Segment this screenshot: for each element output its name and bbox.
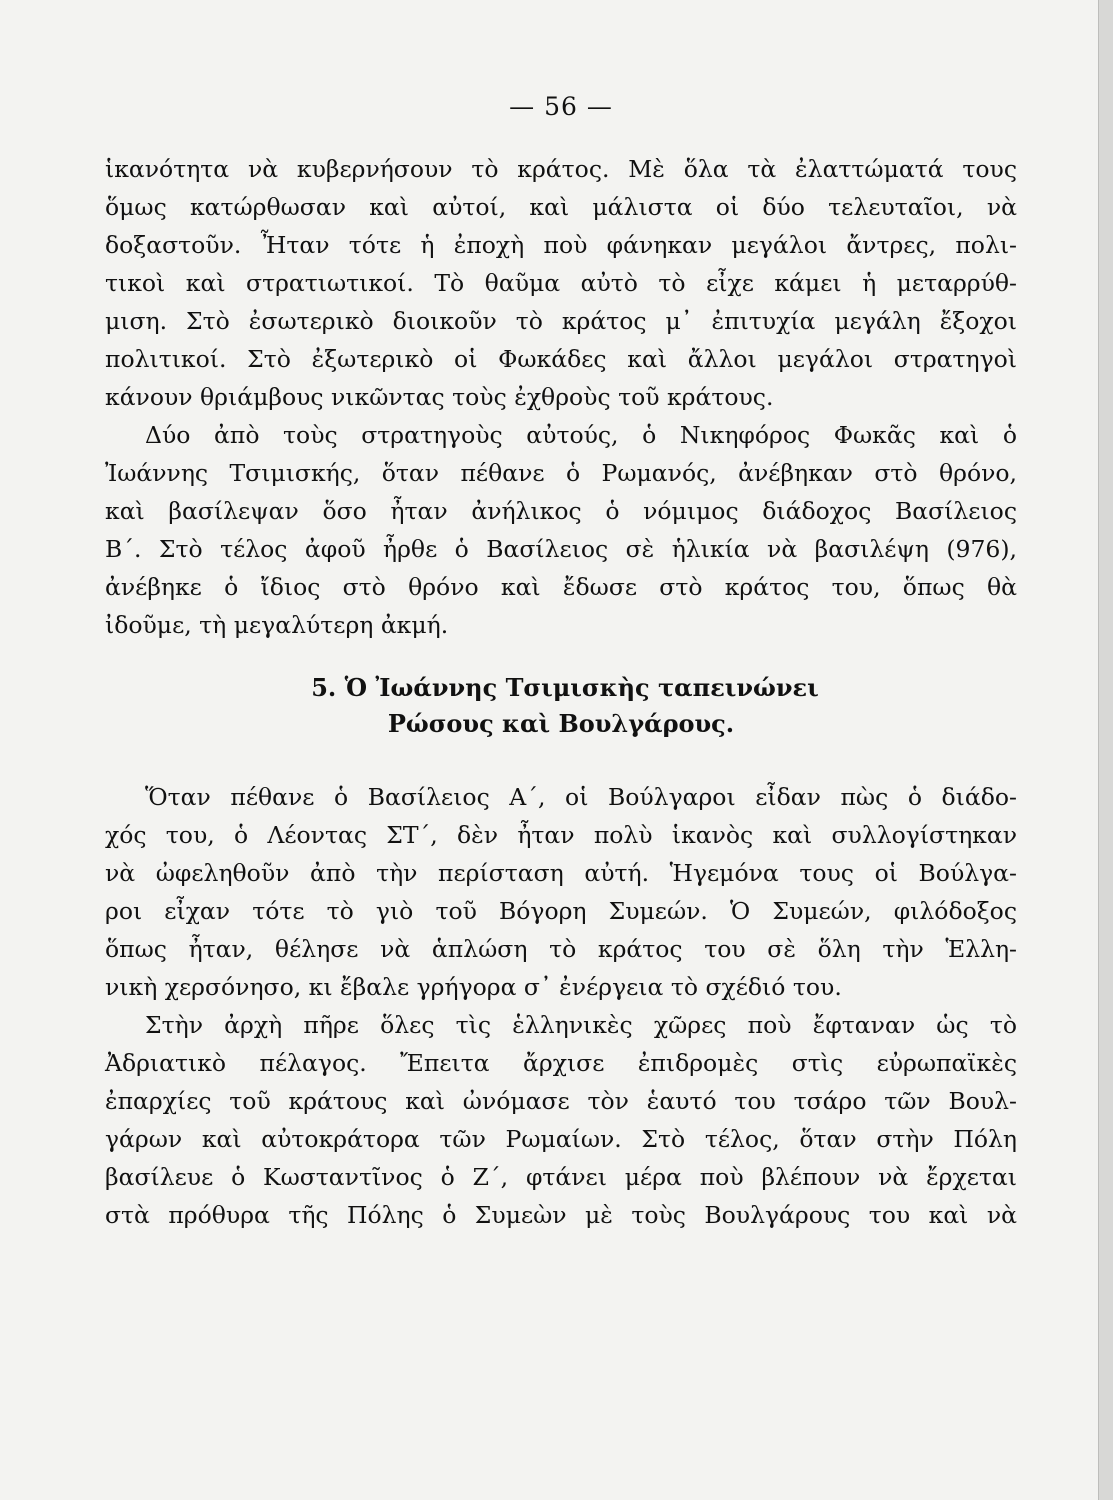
page-content — [105, 92, 1017, 1234]
text-line: Δύο ἀπὸ τοὺς στρατηγοὺς αὐτούς, ὁ Νικηφόρος Φωκᾶς καὶ ὁ — [145, 421, 1017, 449]
paragraph-3 — [105, 778, 1017, 1006]
text-line: καὶ βασίλεψαν ὅσο ἦταν ἀνήλικος ὁ νόμιμος διάδοχος Βασίλειος — [105, 497, 1017, 525]
text-line: ὅπως ἦταν, θέλησε νὰ ἁπλώση τὸ κράτος του σὲ ὅλη τὴν Ἑλλη- — [105, 935, 1017, 963]
page-number: — 56 — — [509, 92, 613, 121]
text-line: Β΄. Στὸ τέλος ἀφοῦ ἦρθε ὁ Βασίλειος σὲ ἡλικία νὰ βασιλέψη (976), — [105, 535, 1017, 563]
text-line: μιση. Στὸ ἐσωτερικὸ διοικοῦν τὸ κράτος μ᾽ ἐπιτυχία μεγάλη ἔξοχοι — [105, 307, 1017, 335]
section-heading-line-1: 5. Ὁ Ἰωάννης Τσιμισκὴς ταπεινώνει — [311, 673, 819, 702]
section-heading-line-2: Ρώσους καὶ Βουλγάρους. — [387, 709, 735, 738]
text-line: βασίλευε ὁ Κωσταντῖνος ὁ Ζ΄, φτάνει μέρα ποὺ βλέπουν νὰ ἔρχεται — [105, 1163, 1017, 1191]
paragraph-1 — [105, 150, 1017, 416]
page-edge — [1098, 0, 1113, 1500]
text-line: Ἰωάννης Τσιμισκής, ὅταν πέθανε ὁ Ρωμανός, ἀνέβηκαν στὸ θρόνο, — [105, 459, 1017, 487]
text-line: στὰ πρόθυρα τῆς Πόλης ὁ Συμεὼν μὲ τοὺς Βουλγάρους του καὶ νὰ — [105, 1201, 1017, 1229]
text-line: δοξαστοῦν. Ἦταν τότε ἡ ἐποχὴ ποὺ φάνηκαν μεγάλοι ἄντρες, πολι- — [105, 231, 1017, 259]
text-line: Στὴν ἀρχὴ πῆρε ὅλες τὶς ἑλληνικὲς χῶρες ποὺ ἔφταναν ὡς τὸ — [145, 1011, 1017, 1039]
text-line: ὅμως κατώρθωσαν καὶ αὐτοί, καὶ μάλιστα οἱ δύο τελευταῖοι, νὰ — [105, 193, 1017, 221]
paragraph-2 — [105, 416, 1017, 644]
text-line: ἰδοῦμε, τὴ μεγαλύτερη ἀκμή. — [105, 611, 449, 639]
text-line: τικοὶ καὶ στρατιωτικοί. Τὸ θαῦμα αὐτὸ τὸ εἶχε κάμει ἡ μεταρρύθ- — [105, 269, 1017, 297]
text-line: γάρων καὶ αὐτοκράτορα τῶν Ρωμαίων. Στὸ τέλος, ὅταν στὴν Πόλη — [105, 1125, 1017, 1153]
text-line: χός του, ὁ Λέοντας ΣΤ΄, δὲν ἦταν πολὺ ἱκανὸς καὶ συλλογίστηκαν — [105, 821, 1017, 849]
section-heading — [105, 670, 1017, 742]
text-line: ροι εἶχαν τότε τὸ γιὸ τοῦ Βόγορη Συμεών. Ὁ Συμεών, φιλόδοξος — [105, 897, 1017, 925]
text-line: νὰ ὠφεληθοῦν ἀπὸ τὴν περίσταση αὐτή. Ἡγεμόνα τους οἱ Βούλγα- — [105, 859, 1017, 887]
text-line: ἐπαρχίες τοῦ κράτους καὶ ὠνόμασε τὸν ἑαυτό του τσάρο τῶν Βουλ- — [105, 1087, 1017, 1115]
paragraph-4 — [105, 1006, 1017, 1234]
text-line: κάνουν θριάμβους νικῶντας τοὺς ἐχθροὺς τοῦ κράτους. — [105, 383, 774, 411]
text-line: πολιτικοί. Στὸ ἐξωτερικὸ οἱ Φωκάδες καὶ ἄλλοι μεγάλοι στρατηγοὶ — [105, 345, 1017, 373]
text-line: νικὴ χερσόνησο, κι ἔβαλε γρήγορα σ᾽ ἐνέργεια τὸ σχέδιό του. — [105, 973, 842, 1001]
text-line: Ὅταν πέθανε ὁ Βασίλειος Α΄, οἱ Βούλγαροι εἶδαν πὼς ὁ διάδο- — [145, 783, 1017, 811]
text-line: ἀνέβηκε ὁ ἴδιος στὸ θρόνο καὶ ἔδωσε στὸ κράτος του, ὅπως θὰ — [105, 573, 1017, 601]
text-line: Ἀδριατικὸ πέλαγος. Ἔπειτα ἄρχισε ἐπιδρομὲς στὶς εὐρωπαϊκὲς — [105, 1049, 1017, 1077]
text-line: ἱκανότητα νὰ κυβερνήσουν τὸ κράτος. Μὲ ὅλα τὰ ἐλαττώματά τους — [105, 155, 1017, 183]
